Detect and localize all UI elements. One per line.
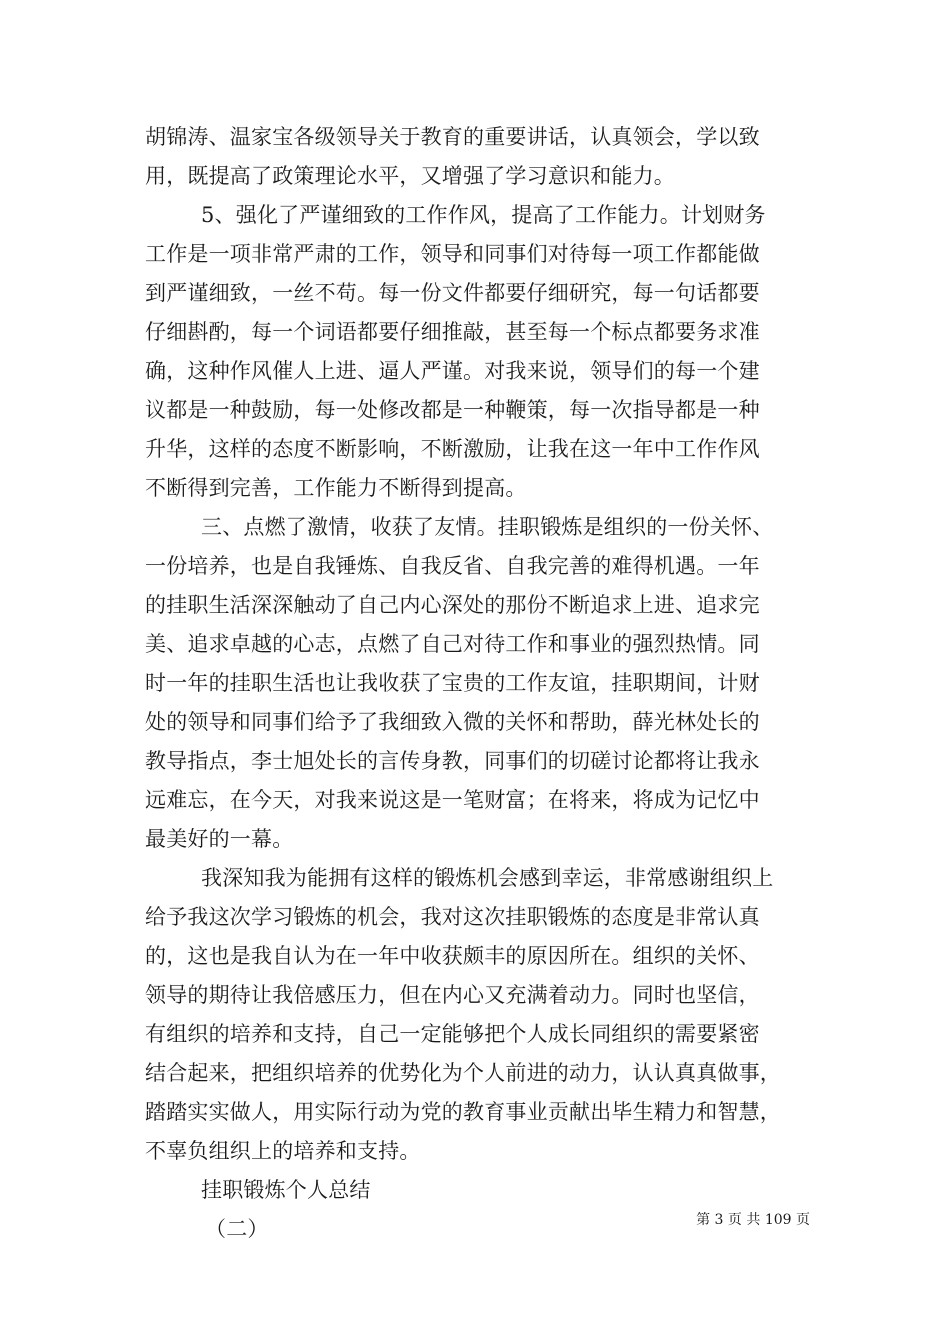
section-number: （二） — [205, 1217, 269, 1241]
text-line: 处的领导和同事们给予了我细致入微的关怀和帮助，薛光林处长的 — [145, 710, 760, 734]
text-line: 胡锦涛、温家宝各级领导关于教育的重要讲话，认真领会，学以致 — [145, 125, 760, 149]
text-line: 一份培养，也是自我锤炼、自我反省、自我完善的难得机遇。一年 — [145, 554, 760, 578]
text-line: 美、追求卓越的心志，点燃了自己对待工作和事业的强烈热情。同 — [145, 632, 760, 656]
text-line: 工作是一项非常严肃的工作，领导和同事们对待每一项工作都能做 — [145, 242, 760, 266]
text-line: 有组织的培养和支持，自己一定能够把个人成长同组织的需要紧密 — [145, 1022, 760, 1046]
text-line: 领导的期待让我倍感压力，但在内心又充满着动力。同时也坚信， — [145, 983, 760, 1007]
paragraph-start: 5、强化了严谨细致的工作作风，提高了工作能力。计划财务 — [201, 203, 766, 227]
text-line: 踏踏实实做人，用实际行动为党的教育事业贡献出毕生精力和智慧， — [145, 1100, 781, 1124]
paragraph-start: 三、点燃了激情，收获了友情。挂职锻炼是组织的一份关怀、 — [201, 515, 774, 539]
text-line: 的挂职生活深深触动了自己内心深处的那份不断追求上进、追求完 — [145, 593, 760, 617]
page-number-footer: 第 3 页 共 109 页 — [696, 1212, 810, 1228]
text-line: 到严谨细致，一丝不苟。每一份文件都要仔细研究，每一句话都要 — [145, 281, 760, 305]
text-line: 不断得到完善，工作能力不断得到提高。 — [145, 476, 527, 500]
text-line: 用，既提高了政策理论水平，又增强了学习意识和能力。 — [145, 164, 675, 188]
section-title: 挂职锻炼个人总结 — [201, 1178, 371, 1202]
text-line: 确，这种作风催人上进、逼人严谨。对我来说，领导们的每一个建 — [145, 359, 760, 383]
text-line: 教导指点，李士旭处长的言传身教，同事们的切磋讨论都将让我永 — [145, 749, 760, 773]
paragraph-start: 我深知我为能拥有这样的锻炼机会感到幸运，非常感谢组织上 — [201, 866, 774, 890]
text-line: 仔细斟酌，每一个词语都要仔细推敲，甚至每一个标点都要务求准 — [145, 320, 760, 344]
text-line: 结合起来，把组织培养的优势化为个人前进的动力，认认真真做事， — [145, 1061, 781, 1085]
text-line: 升华，这样的态度不断影响，不断激励，让我在这一年中工作作风 — [145, 437, 760, 461]
text-line: 议都是一种鼓励，每一处修改都是一种鞭策，每一次指导都是一种 — [145, 398, 760, 422]
body-text — [145, 118, 810, 1249]
text-line: 远难忘，在今天，对我来说这是一笔财富；在将来，将成为记忆中 — [145, 788, 760, 812]
text-line: 最美好的一幕。 — [145, 827, 294, 851]
text-line: 的，这也是我自认为在一年中收获颇丰的原因所在。组织的关怀、 — [145, 944, 760, 968]
text-line: 给予我这次学习锻炼的机会，我对这次挂职锻炼的态度是非常认真 — [145, 905, 760, 929]
text-line: 时一年的挂职生活也让我收获了宝贵的工作友谊，挂职期间，计财 — [145, 671, 760, 695]
text-line: 不辜负组织上的培养和支持。 — [145, 1139, 421, 1163]
